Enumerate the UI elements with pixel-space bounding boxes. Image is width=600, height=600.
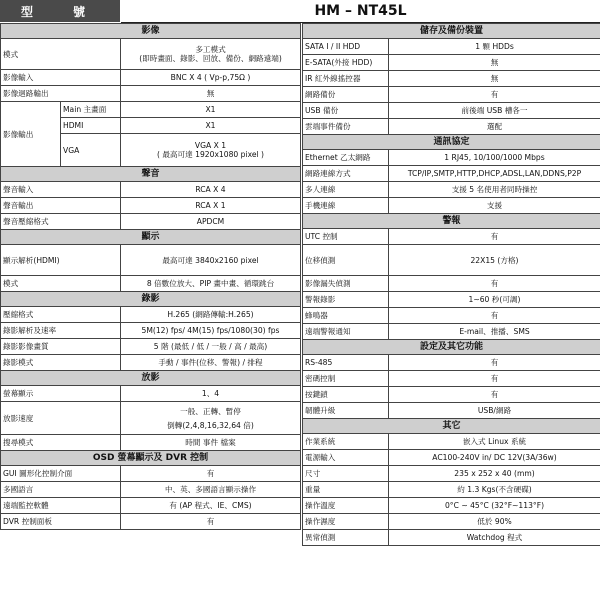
video-mode-label: 模式 <box>1 39 121 70</box>
osd-remote-value: 有 (AP 程式、IE、CMS) <box>121 498 301 514</box>
video-output-label: 影像輸出 <box>1 102 61 167</box>
storage-usb-value: 前後端 USB 槽各一 <box>389 103 600 119</box>
section-other: 其它 <box>303 419 600 434</box>
settings-rs485-value: 有 <box>389 355 600 371</box>
section-alarm: 警報 <box>303 214 600 229</box>
playback-speed-label: 放影速度 <box>1 402 121 435</box>
section-display: 顯示 <box>1 230 301 245</box>
record-compress-label: 壓縮格式 <box>1 307 121 323</box>
model-header-label: 型 號 <box>0 0 120 22</box>
audio-input-label: 聲音輸入 <box>1 182 121 198</box>
osd-remote-label: 遠端監控軟體 <box>1 498 121 514</box>
network-mobile-value: 支援 <box>389 198 600 214</box>
video-hdmi-label: HDMI <box>61 118 121 134</box>
video-main-value: X1 <box>121 102 301 118</box>
storage-esata-label: E-SATA(外接 HDD) <box>303 55 389 71</box>
other-os-value: 嵌入式 Linux 系統 <box>389 434 600 450</box>
other-watchdog-value: Watchdog 程式 <box>389 530 600 546</box>
network-protocol-value: TCP/IP,SMTP,HTTP,DHCP,ADSL,LAN,DDNS,P2P <box>389 166 600 182</box>
osd-gui-value: 有 <box>121 466 301 482</box>
storage-cloud-value: 選配 <box>389 119 600 135</box>
network-protocol-label: 網路連線方式 <box>303 166 389 182</box>
storage-ir-label: IR 紅外線搖控器 <box>303 71 389 87</box>
osd-lang-value: 中、英、多國語言顯示操作 <box>121 482 301 498</box>
playback-screen-label: 螢幕顯示 <box>1 386 121 402</box>
model-name: HM – NT45L <box>121 0 600 23</box>
other-humidity-value: 低於 90% <box>389 514 600 530</box>
storage-esata-value: 無 <box>389 55 600 71</box>
other-temp-value: 0°C ~ 45°C (32°F~113°F) <box>389 498 600 514</box>
osd-gui-label: GUI 圖形化控制介面 <box>1 466 121 482</box>
alarm-rec-label: 警報錄影 <box>303 292 389 308</box>
record-mode-label: 錄影模式 <box>1 355 121 371</box>
other-size-value: 235 x 252 x 40 (mm) <box>389 466 600 482</box>
other-weight-label: 重量 <box>303 482 389 498</box>
video-vga-label: VGA <box>61 134 121 167</box>
storage-sata-value: 1 顆 HDDs <box>389 39 600 55</box>
storage-usb-label: USB 備份 <box>303 103 389 119</box>
other-watchdog-label: 異常偵測 <box>303 530 389 546</box>
playback-search-value: 時間 事件 檔案 <box>121 435 301 451</box>
left-spec-table <box>0 23 301 530</box>
section-network: 通訊協定 <box>303 135 600 150</box>
network-mobile-label: 手機連線 <box>303 198 389 214</box>
section-settings: 設定及其它功能 <box>303 340 600 355</box>
section-storage: 儲存及備份裝置 <box>303 24 600 39</box>
audio-output-value: RCA X 1 <box>121 198 301 214</box>
storage-sata-label: SATA I / II HDD <box>303 39 389 55</box>
other-weight-value: 約 1.3 Kgs(不含硬碟) <box>389 482 600 498</box>
record-res-speed-label: 錄影解析及速率 <box>1 323 121 339</box>
record-res-speed-value: 5M(12) fps/ 4M(15) fps/1080(30) fps <box>121 323 301 339</box>
section-osd: OSD 螢幕顯示及 DVR 控制 <box>1 451 301 466</box>
video-vga-line1: VGA X 1 <box>194 141 227 150</box>
record-mode-value: 手動 / 事件(位移、警報) / 排程 <box>121 355 301 371</box>
other-os-label: 作業系統 <box>303 434 389 450</box>
section-video: 影像 <box>1 24 301 39</box>
video-input-label: 影像輸入 <box>1 70 121 86</box>
alarm-utc-value: 有 <box>389 229 600 245</box>
audio-compress-value: APDCM <box>121 214 301 230</box>
storage-ir-value: 無 <box>389 71 600 87</box>
video-loop-value: 無 <box>121 86 301 102</box>
display-mode-value: 8 倍數位放大、PIP 畫中畫、循環跳台 <box>121 276 301 292</box>
alarm-loss-value: 有 <box>389 276 600 292</box>
video-main-label: Main 主畫面 <box>61 102 121 118</box>
other-temp-label: 操作溫度 <box>303 498 389 514</box>
storage-netbackup-label: 網路備份 <box>303 87 389 103</box>
osd-panel-value: 有 <box>121 514 301 530</box>
video-vga-line2: ( 最高可達 1920x1080 pixel ) <box>156 150 265 159</box>
settings-rs485-label: RS-485 <box>303 355 389 371</box>
audio-output-label: 聲音輸出 <box>1 198 121 214</box>
video-mode-line2: (即時畫面、錄影、回放、備份、網路遠端) <box>139 54 282 63</box>
record-quality-label: 錄影影像畫質 <box>1 339 121 355</box>
audio-compress-label: 聲音壓縮格式 <box>1 214 121 230</box>
alarm-notify-value: E-mail、推播、SMS <box>389 324 600 340</box>
settings-keylock-label: 按鍵鎖 <box>303 387 389 403</box>
network-multiuser-label: 多人連線 <box>303 182 389 198</box>
video-mode-value <box>121 39 301 70</box>
playback-search-label: 搜尋模式 <box>1 435 121 451</box>
alarm-motion-value: 22X15 (方格) <box>389 245 600 276</box>
alarm-rec-value: 1~60 秒(可調) <box>389 292 600 308</box>
other-size-label: 尺寸 <box>303 466 389 482</box>
alarm-utc-label: UTC 控制 <box>303 229 389 245</box>
section-playback: 放影 <box>1 371 301 386</box>
record-quality-value: 5 階 (最低 / 低 / 一般 / 高 / 最高) <box>121 339 301 355</box>
network-ethernet-label: Ethernet 乙太網路 <box>303 150 389 166</box>
settings-firmware-label: 韌體升級 <box>303 403 389 419</box>
section-record: 錄影 <box>1 292 301 307</box>
storage-netbackup-value: 有 <box>389 87 600 103</box>
alarm-motion-label: 位移偵測 <box>303 245 389 276</box>
playback-screen-value: 1、4 <box>121 386 301 402</box>
network-multiuser-value: 支援 5 名使用者同時操控 <box>389 182 600 198</box>
other-power-value: AC100-240V in/ DC 12V(3A/36w) <box>389 450 600 466</box>
audio-input-value: RCA X 4 <box>121 182 301 198</box>
alarm-loss-label: 影像漏失偵測 <box>303 276 389 292</box>
right-spec-table <box>302 23 600 546</box>
display-resolution-value: 最高可達 3840x2160 pixel <box>121 245 301 276</box>
display-mode-label: 模式 <box>1 276 121 292</box>
storage-cloud-label: 雲端事件備份 <box>303 119 389 135</box>
other-power-label: 電源輸入 <box>303 450 389 466</box>
video-input-value: BNC X 4 ( Vp-p,75Ω ) <box>121 70 301 86</box>
settings-keylock-value: 有 <box>389 387 600 403</box>
section-audio: 聲音 <box>1 167 301 182</box>
playback-speed-line2: 倒轉(2,4,8,16,32,64 倍) <box>167 420 254 430</box>
alarm-buzzer-value: 有 <box>389 308 600 324</box>
network-ethernet-value: 1 RJ45, 10/100/1000 Mbps <box>389 150 600 166</box>
video-hdmi-value: X1 <box>121 118 301 134</box>
record-compress-value: H.265 (網路傳輸:H.265) <box>121 307 301 323</box>
settings-password-value: 有 <box>389 371 600 387</box>
video-mode-line1: 多工模式 <box>195 45 226 54</box>
playback-speed-line1: 一般、正轉、暫停 <box>180 406 241 416</box>
osd-lang-label: 多國語言 <box>1 482 121 498</box>
settings-password-label: 密碼控制 <box>303 371 389 387</box>
osd-panel-label: DVR 控制面板 <box>1 514 121 530</box>
settings-firmware-value: USB/網路 <box>389 403 600 419</box>
alarm-buzzer-label: 蜂鳴器 <box>303 308 389 324</box>
video-loop-label: 影像迴路輸出 <box>1 86 121 102</box>
video-vga-value <box>121 134 301 167</box>
playback-speed-value <box>121 402 301 435</box>
alarm-notify-label: 遠端警報通知 <box>303 324 389 340</box>
other-humidity-label: 操作濕度 <box>303 514 389 530</box>
display-resolution-label: 顯示解析(HDMI) <box>1 245 121 276</box>
